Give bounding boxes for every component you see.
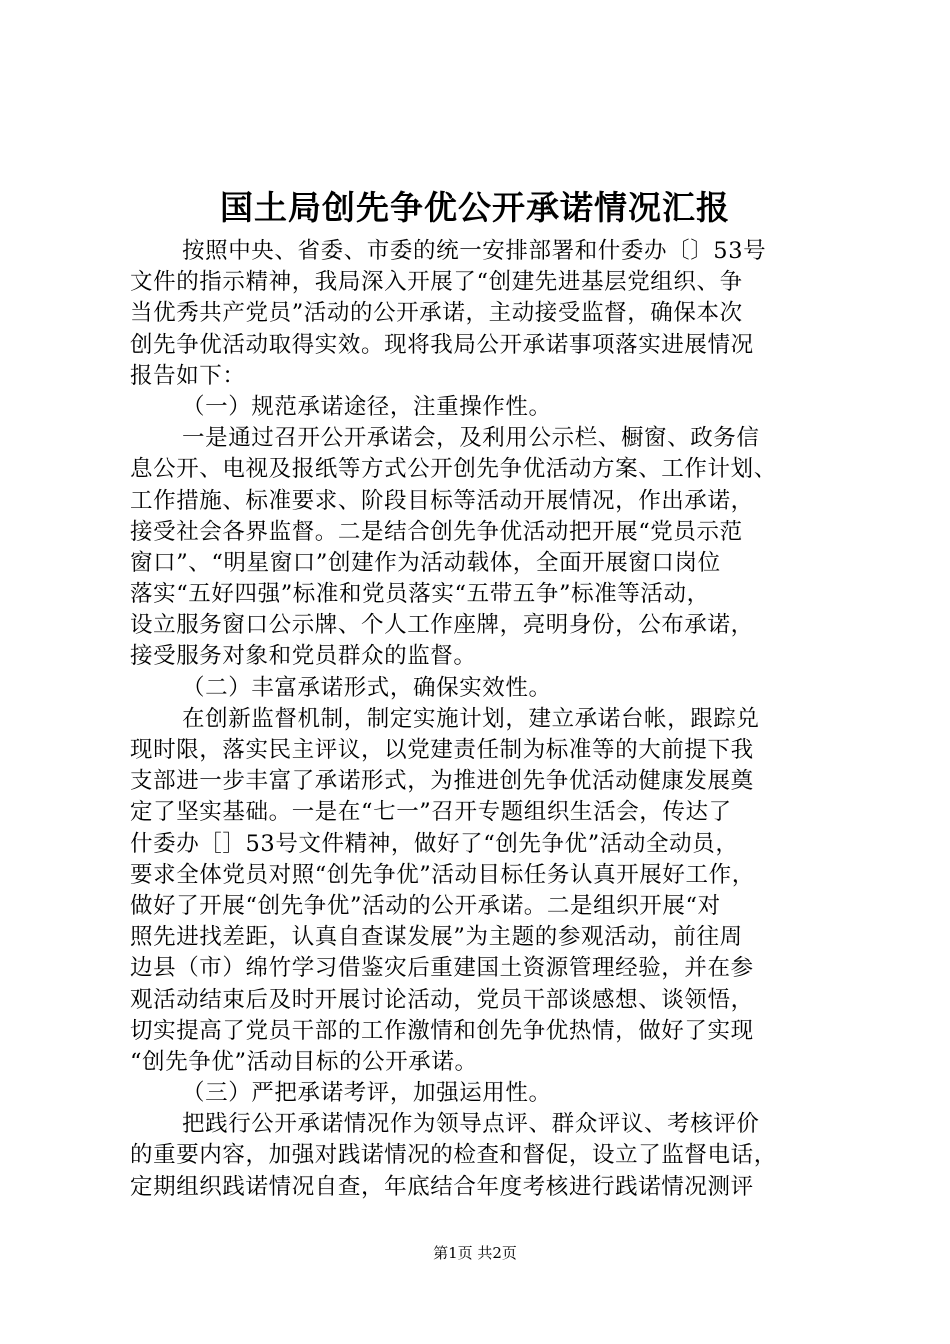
text-line: 定期组织践诺情况自查，年底结合年度考核进行践诺情况测评: [130, 1173, 754, 1200]
text-line: （一）规范承诺途径，注重操作性。: [182, 393, 552, 420]
text-line: 的重要内容，加强对践诺情况的检查和督促，设立了监督电话，: [130, 1142, 777, 1169]
text-line: 息公开、电视及报纸等方式公开创先争优活动方案、工作计划、: [130, 456, 777, 483]
document-body: [130, 236, 845, 1203]
text-line: 观活动结束后及时开展讨论活动，党员干部谈感想、谈领悟，: [130, 986, 754, 1013]
text-line: 接受社会各界监督。二是结合创先争优活动把开展“党员示范: [130, 518, 743, 545]
text-line: 报告如下：: [130, 362, 246, 389]
text-line: “创先争优”活动目标的公开承诺。: [130, 1048, 478, 1075]
text-line: 窗口”、“明星窗口”创建作为活动载体，全面开展窗口岗位: [130, 549, 721, 576]
text-line: 按照中央、省委、市委的统一安排部署和什委办〔〕53号: [182, 238, 767, 264]
text-line: 什委办［］53号文件精神，做好了“创先争优”活动全动员，: [130, 830, 739, 857]
text-line: 在创新监督机制，制定实施计划，建立承诺台帐，跟踪兑: [182, 705, 760, 732]
text-line: （三）严把承诺考评，加强运用性。: [182, 1080, 552, 1107]
document-title: 国土局创先争优公开承诺情况汇报: [220, 188, 730, 227]
text-line: 定了坚实基础。一是在“七一”召开专题组织生活会，传达了: [130, 799, 732, 826]
text-line: 把践行公开承诺情况作为领导点评、群众评议、考核评价: [182, 1111, 760, 1138]
text-line: 接受服务对象和党员群众的监督。: [130, 643, 477, 670]
text-line: 边县（市）绵竹学习借鉴灾后重建国土资源管理经验，并在参: [130, 955, 754, 982]
text-line: 切实提高了党员干部的工作激情和创先争优热情，做好了实现: [130, 1017, 754, 1044]
text-line: 创先争优活动取得实效。现将我局公开承诺事项落实进展情况: [130, 331, 754, 358]
text-line: 当优秀共产党员”活动的公开承诺，主动接受监督，确保本次: [130, 300, 743, 327]
text-line: 现时限，落实民主评议，以党建责任制为标准等的大前提下我: [130, 737, 754, 763]
text-line: （二）丰富承诺形式，确保实效性。: [182, 674, 552, 701]
page-footer: 第1页 共2页: [433, 1244, 517, 1262]
text-line: 文件的指示精神，我局深入开展了“创建先进基层党组织、争: [130, 269, 743, 296]
text-line: 支部进一步丰富了承诺形式，为推进创先争优活动健康发展奠: [130, 768, 754, 795]
text-line: 要求全体党员对照“创先争优”活动目标任务认真开展好工作，: [130, 861, 755, 888]
text-line: 一是通过召开公开承诺会，及利用公示栏、橱窗、政务信: [182, 425, 760, 452]
text-line: 做好了开展“创先争优”活动的公开承诺。二是组织开展“对: [130, 892, 721, 919]
text-line: 落实“五好四强”标准和党员落实“五带五争”标准等活动，: [130, 581, 710, 608]
text-line: 照先进找差距，认真自查谋发展”为主题的参观活动，前往周: [130, 924, 743, 951]
text-line: 工作措施、标准要求、阶段目标等活动开展情况，作出承诺，: [130, 487, 754, 514]
text-line: 设立服务窗口公示牌、个人工作座牌，亮明身份，公布承诺，: [130, 612, 754, 639]
